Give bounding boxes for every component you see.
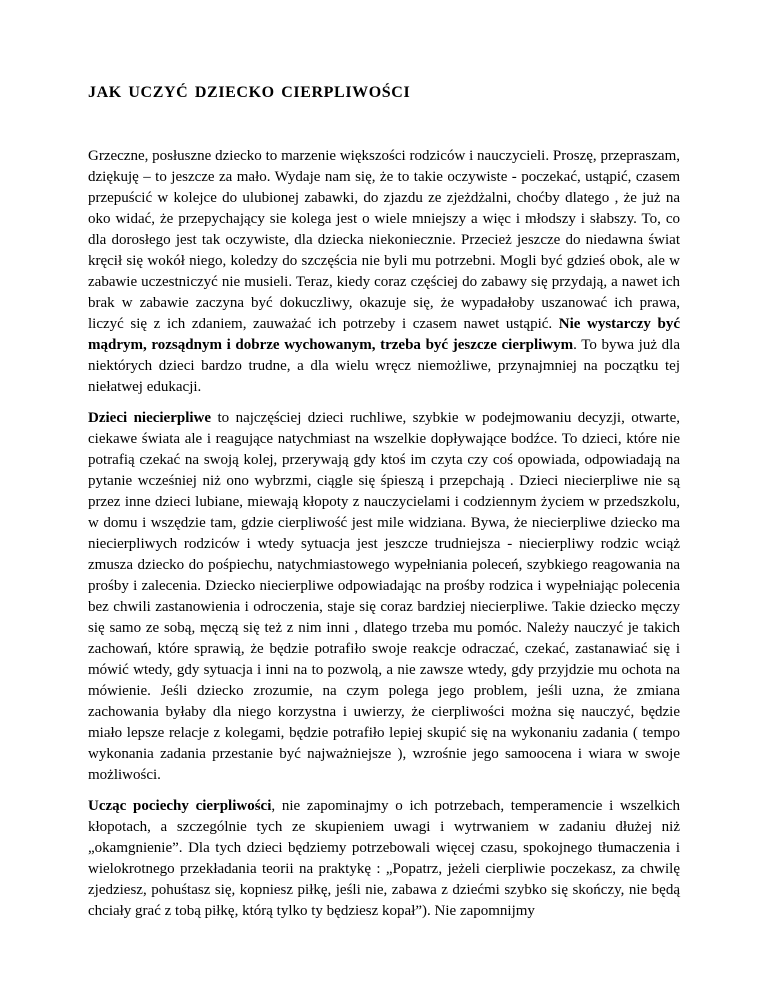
paragraph-1 <box>88 146 680 398</box>
paragraph-1-run-2-bold: Nie wystarczy być mądrym, rozsądnym i dobrze wychowanym, trzeba być jeszcze cierpliwym <box>88 316 680 353</box>
paragraph-2-run-1-bold: Dzieci niecierpliwe <box>88 410 212 426</box>
paragraph-1-run-1: Grzeczne, posłuszne dziecko to marzenie większości rodziców i nauczycieli. Proszę, przepraszam, dziękuję – to jeszcze za mało. Wydaje nam się, że to takie oczywiste - poczekać, ustąpić, czasem przepuścić w kolejce do ulubionej zabawki, do zjazdu ze zjeżdżalni, choćby dlatego , że już na oko widać, że przepychający sie kolega jest o wiele mniejszy a więc i młodszy i słabszy. To, co dla dorosłego jest tak oczywiste, dla dziecka niekoniecznie. Przecież jeszcze do niedawna świat kręcił się wokół niego, koledzy do szczęścia nie byli mu potrzebni. Mogli być gdzieś obok, ale w zabawie uczestniczyć nie musieli. Teraz, kiedy coraz częściej do zabawy się przydają, a nawet ich brak w zabawie zaczyna być dokuczliwy, okazuje się, że wypadałoby uszanować ich prawa, liczyć się z ich zdaniem, zauważać ich potrzeby i czasem nawet ustąpić. <box>88 148 680 332</box>
paragraph-2-run-2: to najczęściej dzieci ruchliwe, szybkie w podejmowaniu decyzji, otwarte, ciekawe świata ale i reagujące natychmiast na wszelkie dopływające bodźce. To dzieci, które nie potrafią czekać na swoją kolej, przerywają gdy ktoś im czyta czy coś opowiada, odpowiadają na pytanie wcześniej niż ono wybrzmi, ciągle się śpieszą i przepchają . Dzieci niecierpliwe nie są przez inne dzieci lubiane, miewają kłopoty z nauczycielami i codziennym życiem w przedszkolu, w domu i wszędzie tam, gdzie cierpliwość jest mile widziana. Bywa, że niecierpliwe dziecko ma niecierpliwych rodziców i wtedy sytuacja jest jeszcze trudniejsza - niecierpliwy rodzic wciąż zmusza dziecko do pośpiechu, natychmiastowego wypełniania poleceń, szybkiego reagowania na prośby i zalecenia. Dziecko niecierpliwe odpowiadając na prośby rodzica i wypełniając polecenia bez chwili zastanowienia i odroczenia, staje się coraz bardziej niecierpliwe. Takie dziecko męczy się samo ze sobą, męczą się też z nim inni , dlatego trzeba mu pomóc. Należy nauczyć je takich zachowań, które sprawią, że będzie potrafiło swoje reakcje odraczać, czekać, zastanawiać się i mówić wtedy, gdy sytuacja i inni na to pozwolą, a nie zawsze wtedy, gdy przyjdzie mu ochota na mówienie. Jeśli dziecko zrozumie, na czym polega jego problem, jeśli uzna, że zmiana zachowania byłaby dla niego korzystna i uwierzy, że cierpliwości można się nauczyć, będzie miało lepsze relacje z kolegami, będzie potrafiło lepiej skupić się na wykonaniu zadania ( tempo wykonania zadania przestanie być najważniejsze ), wzrośnie jego samoocena i wiara w swoje możliwości. <box>88 410 680 783</box>
document-title: JAK UCZYĆ DZIECKO CIERPLIWOŚCI <box>88 84 411 101</box>
paragraph-3 <box>88 796 680 922</box>
paragraph-3-run-2: , nie zapominajmy o ich potrzebach, temperamencie i wszelkich kłopotach, a szczególnie tych ze skupieniem uwagi i wytrwaniem w zadaniu dłużej niż „okamgnienie”. Dla tych dzieci będziemy potrzebowali więcej czasu, spokojnego tłumaczenia i wielokrotnego przekładania teorii na praktykę : „Popatrz, jeżeli cierpliwie poczekasz, za chwilę zjedziesz, pohuśtasz się, kopniesz piłkę, jeśli nie, zabawa z dziećmi szybko się skończy, nie będą chciały grać z tobą piłkę, którą tylko ty będziesz kopał”). Nie zapomnijmy <box>88 798 680 919</box>
paragraph-3-run-1-bold: Ucząc pociechy cierpliwości <box>88 798 272 814</box>
paragraph-2 <box>88 408 680 786</box>
document-body <box>88 146 680 932</box>
paragraph-1-run-3: . To bywa już dla niektórych dzieci bardzo trudne, a dla wielu wręcz niemożliwe, przynajmniej na początku tej niełatwej edukacji. <box>88 337 680 395</box>
